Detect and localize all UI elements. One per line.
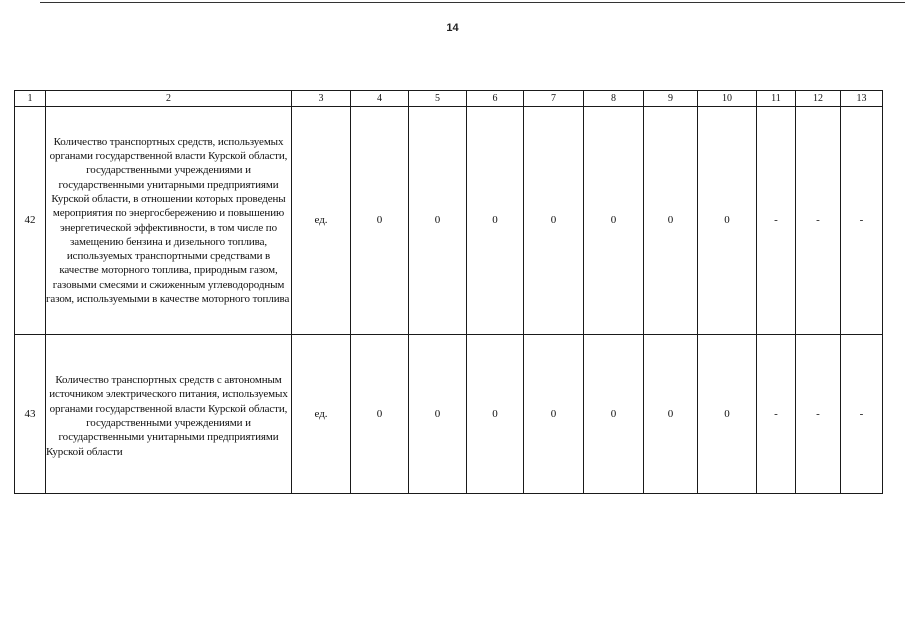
row-number: 42 xyxy=(15,107,46,335)
header-cell: 3 xyxy=(292,91,351,107)
header-cell: 1 xyxy=(15,91,46,107)
header-cell: 4 xyxy=(351,91,409,107)
header-row xyxy=(15,91,883,107)
value-cell: 0 xyxy=(524,335,584,494)
header-cell: 13 xyxy=(841,91,883,107)
header-cell: 11 xyxy=(757,91,796,107)
row-description: Количество транспортных средств с автономным источником электрического питания, используемых органами государственной власти Курской области, государственными учреждениями и государственными унитарными предприятиями Курской области xyxy=(46,335,292,494)
value-cell: - xyxy=(841,107,883,335)
table-row xyxy=(15,335,883,494)
value-cell: 0 xyxy=(644,335,698,494)
unit-cell: ед. xyxy=(292,335,351,494)
header-cell: 9 xyxy=(644,91,698,107)
value-cell: 0 xyxy=(409,107,467,335)
value-cell: 0 xyxy=(584,107,644,335)
value-cell: 0 xyxy=(467,107,524,335)
value-cell: 0 xyxy=(351,107,409,335)
row-number: 43 xyxy=(15,335,46,494)
indicators-table xyxy=(14,90,883,494)
header-cell: 8 xyxy=(584,91,644,107)
value-cell: 0 xyxy=(467,335,524,494)
unit-cell: ед. xyxy=(292,107,351,335)
top-rule xyxy=(40,2,905,3)
row-description: Количество транспортных средств, используемых органами государственной власти Курской области, государственными учреждениями и государственными унитарными предприятиями Курской области, в отношении которых проведены мероприятия по энергосбережению и повышению энергетической эффективности, в том числе по замещению бензина и дизельного топлива, используемых транспортными средствами в качестве моторного топлива, природным газом, газовыми смесями и сжиженным углеводородным газом, используемыми в качестве моторного топлива xyxy=(46,107,292,335)
value-cell: - xyxy=(757,107,796,335)
value-cell: 0 xyxy=(584,335,644,494)
value-cell: - xyxy=(757,335,796,494)
value-cell: 0 xyxy=(698,107,757,335)
value-cell: - xyxy=(796,335,841,494)
value-cell: 0 xyxy=(351,335,409,494)
value-cell: 0 xyxy=(409,335,467,494)
header-cell: 7 xyxy=(524,91,584,107)
header-cell: 12 xyxy=(796,91,841,107)
value-cell: 0 xyxy=(698,335,757,494)
value-cell: - xyxy=(841,335,883,494)
value-cell: 0 xyxy=(524,107,584,335)
page-number: 14 xyxy=(446,22,459,34)
header-cell: 6 xyxy=(467,91,524,107)
value-cell: - xyxy=(796,107,841,335)
header-cell: 5 xyxy=(409,91,467,107)
header-cell: 2 xyxy=(46,91,292,107)
header-cell: 10 xyxy=(698,91,757,107)
table-row xyxy=(15,107,883,335)
value-cell: 0 xyxy=(644,107,698,335)
